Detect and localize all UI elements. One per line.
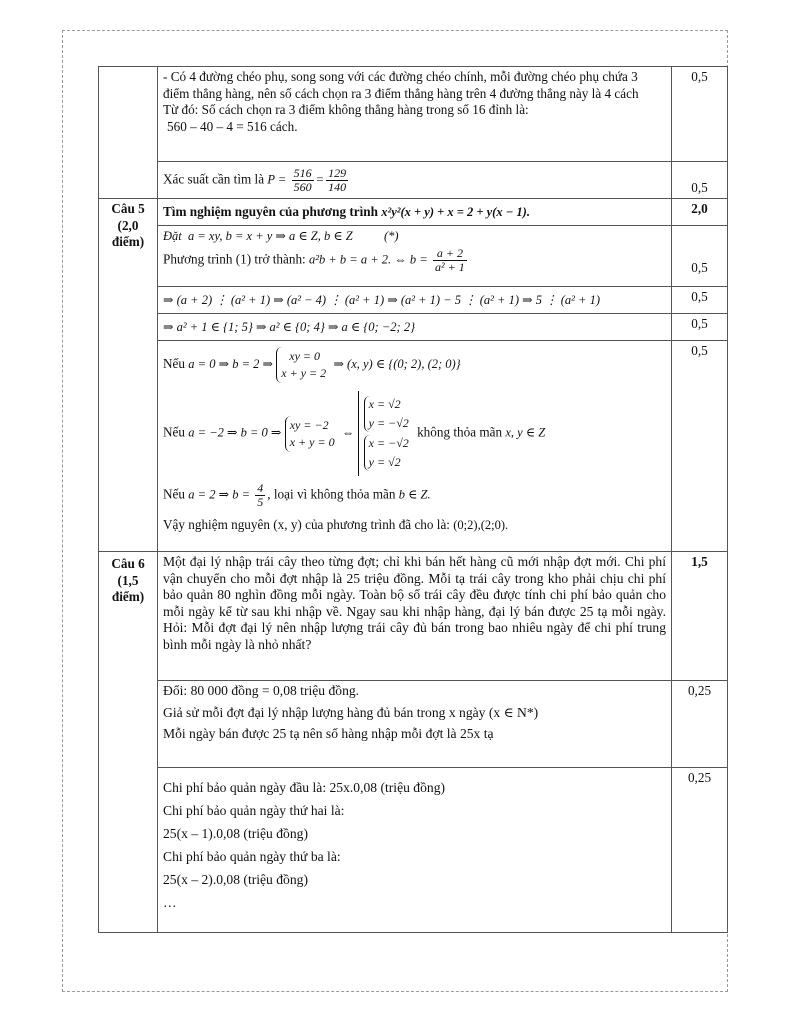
math-line: Đặt a = xy, b = x + y ⇒ a ∈ Z, b ∈ Z (*) (163, 229, 399, 243)
system-line: y = √2 (368, 455, 401, 469)
question-label: Câu 6 (111, 556, 145, 571)
denominator: 140 (328, 179, 347, 194)
numerator: 129 (328, 165, 347, 180)
math: a²b + b = a + 2. ⇔ b = (309, 252, 428, 267)
content-cell (158, 67, 672, 162)
equation-system (276, 347, 330, 383)
text-line: 560 – 40 – 4 = 516 cách. (167, 118, 298, 134)
text-line: Chi phí bảo quản ngày thứ hai là: (163, 803, 345, 818)
fraction (326, 167, 348, 194)
content-cell (158, 199, 672, 226)
text-line: - Có 4 đường chéo phụ, song song với các đường chéo chính, mỗi đường chéo phụ chứa 3 điểm thẳng hàng, nên số cách chọn ra 3 điểm thẳng hàng trên 4 đường thẳng này là 4 cách (163, 69, 639, 101)
table-row (99, 681, 728, 768)
content-cell (158, 162, 672, 199)
denominator: 5 (257, 495, 264, 509)
score-cell: 1,5 (672, 552, 728, 681)
math: a = −2 ⇒ b = 0 ⇒ (188, 425, 282, 440)
text: Phương trình (1) trở thành: (163, 251, 306, 267)
text: Xác suất cần tìm là (163, 171, 265, 187)
text-line: Chi phí bảo quản ngày thứ ba là: (163, 849, 341, 864)
math: = (315, 172, 325, 187)
score-cell: 0,5 (672, 341, 728, 552)
table-row (99, 226, 728, 287)
table-row (99, 768, 728, 933)
equation-system (285, 416, 339, 452)
math-line: ⇒ a² + 1 ∈ {1; 5} ⇒ a² ∈ {0; 4} ⇒ a ∈ {0; −2; 2} (163, 319, 416, 334)
math: a = 2 ⇒ b = (188, 487, 250, 502)
math: a = 0 ⇒ b = 2 ⇒ (188, 357, 273, 372)
text-line: Đổi: 80 000 đồng = 0,08 triệu đồng. (163, 683, 360, 698)
denominator: a² + 1 (435, 259, 465, 274)
score-cell: 0,5 (672, 287, 728, 314)
question-points: (2,0 (117, 217, 139, 233)
conclusion-text: Vậy nghiệm nguyên (x, y) của phương trình đã cho là: (163, 517, 450, 532)
math-line: ⇒ (a + 2) ⋮ (a² + 1) ⇒ (a² − 4) ⋮ (a² + 1) ⇒ (a² + 1) − 5 ⋮ (a² + 1) ⇒ 5 ⋮ (a² + 1) (163, 292, 601, 307)
table-row (99, 162, 728, 199)
fraction (292, 167, 314, 194)
content-cell (158, 341, 672, 552)
text: Nếu (163, 424, 185, 440)
system-line: y = −√2 (368, 416, 409, 430)
system-line: xy = −2 (289, 417, 329, 432)
equation: x²y²(x + y) + x = 2 + y(x − 1). (381, 204, 530, 219)
system-line: x + y = 2 (281, 366, 327, 380)
question-points: (1,5 (117, 572, 139, 588)
table-row (99, 314, 728, 341)
math: x, y ∈ Z (505, 425, 546, 440)
score-cell: 0,5 (672, 67, 728, 162)
content-cell (158, 681, 672, 768)
numerator: a + 2 (433, 247, 467, 261)
question-label-cell (99, 552, 158, 933)
text-line: Chi phí bảo quản ngày đầu là: 25x.0,08 (triệu đồng) (163, 780, 446, 795)
table-row (99, 552, 728, 681)
score-cell: 0,5 (672, 226, 728, 287)
text-line: … (163, 895, 177, 910)
numerator: 4 (257, 481, 264, 495)
question-points-unit: điểm) (111, 234, 145, 249)
text-line: Mỗi ngày bán được 25 tạ nên số hàng nhập mỗi đợt là 25x tạ (163, 726, 494, 741)
score-cell: 0,25 (672, 681, 728, 768)
math: (0;2),(2;0). (453, 518, 509, 532)
system-line: x = −√2 (368, 436, 409, 450)
numerator: 516 (293, 165, 312, 180)
table-row (99, 67, 728, 162)
label-cell-empty (99, 67, 158, 199)
text: Nếu (163, 486, 185, 502)
table-row (99, 341, 728, 552)
question-label-cell (99, 199, 158, 552)
fraction (255, 482, 265, 509)
system-option (364, 435, 409, 471)
math: b ∈ Z. (398, 487, 431, 502)
math: ⇔ (341, 425, 355, 440)
denominator: 560 (293, 179, 312, 194)
math: ⇒ (x, y) ∈ {(0; 2), (2; 0)} (333, 357, 461, 372)
math: P = (267, 172, 287, 187)
fraction (433, 247, 467, 274)
table-row (99, 199, 728, 226)
question-label: Câu 5 (111, 201, 145, 216)
solution-set (358, 391, 414, 476)
content-cell (158, 314, 672, 341)
system-option (364, 396, 409, 432)
text-line: Từ đó: Số cách chọn ra 3 điểm không thẳng hàng trong số 16 đỉnh là: (163, 102, 529, 117)
text-line: 25(x – 2).0,08 (triệu đồng) (163, 872, 308, 887)
system-line: x = √2 (368, 397, 401, 411)
text: , loại vì không thỏa mãn (267, 486, 396, 502)
problem-text: Một đại lý nhập trái cây theo từng đợt; chỉ khi bán hết hàng cũ mới nhập đợt mới. Chi phí vận chuyển cho mỗi đợt nhập là 25 triệu đồng. Mỗi tạ trái cây trong kho phải chịu chi phí bảo quản 80 nghìn đồng mỗi ngày. Toàn bộ số trái cây đều được tính chi phí bảo quản cho mỗi ngày kể từ sau khi nhập về. Ngay sau khi nhập hàng, đại lý bán được 25 tạ mỗi ngày. Hỏi: Mỗi đợt đại lý nên nhập lượng trái cây đủ bán trong bao nhiêu ngày để chi phí trung bình mỗi ngày là nhỏ nhất? (158, 552, 672, 681)
text-line: 25(x – 1).0,08 (triệu đồng) (163, 826, 308, 841)
content-cell (158, 287, 672, 314)
problem-title: Tìm nghiệm nguyên của phương trình (163, 203, 378, 219)
content-cell (158, 226, 672, 287)
system-line: x + y = 0 (289, 434, 335, 449)
text: không thỏa mãn (417, 424, 503, 440)
text-line: Giả sử mỗi đợt đại lý nhập lượng hàng đủ bán trong x ngày (x ∈ N*) (163, 704, 539, 720)
content-cell (158, 768, 672, 933)
score-cell: 2,0 (672, 199, 728, 226)
system-line: xy = 0 (289, 349, 321, 363)
score-cell: 0,5 (672, 314, 728, 341)
score-cell: 0,25 (672, 768, 728, 933)
answer-table (98, 66, 728, 933)
score-cell: 0,5 (672, 162, 728, 199)
text: Nếu (163, 356, 185, 372)
question-points-unit: điểm) (111, 589, 145, 604)
table-row (99, 287, 728, 314)
